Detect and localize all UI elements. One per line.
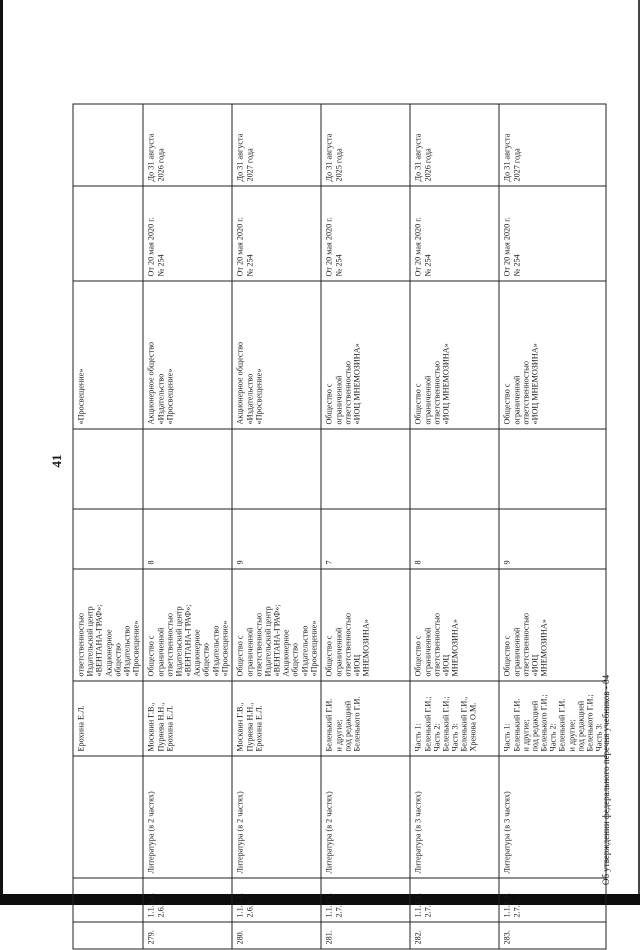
row-publisher-line: Общество с [324, 635, 334, 677]
row-code-line: 2.7.2. [423, 899, 432, 918]
row-deadline-line: До 31 августа [235, 133, 245, 182]
row-code [499, 878, 606, 922]
row-publisher-line: МНЕМОЗИНА» [361, 619, 371, 677]
row-code [143, 878, 232, 922]
row-grade: 9 [232, 509, 321, 569]
row-successor-line: ограниченной [334, 375, 343, 425]
row-publisher-line: ограниченной [512, 627, 521, 677]
row-order-line: От 20 мая 2020 г. [146, 217, 156, 277]
row-successor-line: ответственностью [521, 361, 531, 425]
row-authors-line: Беленький Г.И.; [441, 696, 451, 752]
row-successor [232, 281, 321, 429]
row-grade: 7 [321, 509, 410, 569]
row-blank-cell [232, 429, 321, 509]
row-publisher-line: ответственностью [432, 613, 442, 677]
row-order [73, 186, 143, 281]
row-order-line: № 254 [423, 254, 432, 277]
row-order-line: От 20 мая 2020 г. [502, 217, 512, 277]
row-title: Литература (в 3 частях) [499, 756, 606, 878]
row-blank-cell [143, 429, 232, 509]
row-publisher-line: ограниченной [423, 627, 432, 677]
row-publisher-line: Акционерное [192, 629, 202, 677]
row-deadline [143, 104, 232, 186]
row-publisher-line: МНЕМОЗИНА» [539, 619, 549, 677]
row-code-line: 1.1.2.1. [413, 892, 423, 918]
row-order-line: От 20 мая 2020 г. [235, 217, 245, 277]
row-publisher-line: «Издательство [122, 625, 132, 677]
page-number: 41 [49, 454, 64, 468]
row-authors-line: под редакцией [576, 700, 586, 752]
table-row [410, 104, 499, 949]
row-deadline [321, 104, 410, 186]
row-publisher-line: «Просвещение» [131, 620, 141, 677]
row-successor [321, 281, 410, 429]
row-order [321, 186, 410, 281]
row-blank-cell [73, 429, 143, 509]
row-code-line: 1.1.2.1. [146, 892, 156, 918]
row-title: Литература (в 2 частях) [143, 756, 232, 878]
row-authors-line: Беленький Г.И. [557, 698, 567, 752]
row-deadline-line: До 31 августа [502, 133, 512, 182]
footer-note: Об утверждении федерального перечня учебников - 04 [601, 674, 611, 886]
row-authors-line: Москвин Г.В., [235, 702, 245, 752]
row-successor-line: «Издательство [156, 373, 165, 425]
row-authors-line: Пуряева Н.Н., [245, 702, 254, 752]
row-number: 282. [410, 922, 499, 949]
row-successor-line: «Издательство [245, 373, 254, 425]
row-authors-line: и другие; [521, 719, 531, 752]
row-authors-line: Часть 3: [450, 723, 460, 752]
row-code [321, 878, 410, 922]
scan-edge-left [0, 0, 3, 905]
row-number: 279. [143, 922, 232, 949]
row-publisher-line: МНЕМОЗИНА» [450, 619, 460, 677]
row-number: 281. [321, 922, 410, 949]
row-publisher-line: ограниченной [156, 627, 165, 677]
row-authors [321, 681, 410, 756]
row-number [73, 922, 143, 949]
row-order-line: От 20 мая 2020 г. [324, 217, 334, 277]
row-deadline [410, 104, 499, 186]
row-publisher-line: «Издательство [300, 625, 310, 677]
row-deadline [232, 104, 321, 186]
row-order [143, 186, 232, 281]
row-authors [73, 681, 143, 756]
row-authors-line: Беленького Г.И. [352, 696, 362, 752]
row-publisher [321, 569, 410, 681]
row-title: Литература (в 3 частях) [410, 756, 499, 878]
row-code [410, 878, 499, 922]
row-successor [143, 281, 232, 429]
row-authors-line: Часть 1: [502, 723, 512, 752]
row-publisher-line: Общество с [235, 635, 245, 677]
row-publisher-line: «ИОЦ [530, 654, 540, 677]
row-authors-line: и другие; [334, 719, 343, 752]
row-publisher-line: ограниченной [245, 627, 254, 677]
row-authors-line: Беленького Г.И.; [539, 694, 549, 752]
row-successor-line: ответственностью [343, 361, 353, 425]
row-successor-line: «Просвещение» [76, 368, 86, 425]
row-authors-line: Ерохина Е.Л. [165, 705, 175, 752]
row-order-line: № 254 [334, 254, 343, 277]
row-publisher-line: «ВЕНТАНА-ГРАФ»; [183, 604, 193, 677]
row-publisher-line: «ВЕНТАНА-ГРАФ»; [94, 604, 104, 677]
row-blank-cell [321, 429, 410, 509]
row-publisher-line: «Просвещение» [220, 620, 230, 677]
row-authors-line: Беленький Г.И.; [423, 696, 432, 752]
row-authors [143, 681, 232, 756]
row-publisher-line: «ИОЦ [352, 654, 362, 677]
row-order-line: № 254 [245, 254, 254, 277]
row-code [73, 878, 143, 922]
row-successor-line: «ИОЦ МНЕМОЗИНА» [352, 343, 362, 425]
row-deadline-line: 2026 года [423, 148, 432, 182]
row-publisher-line: Общество с [502, 635, 512, 677]
row-publisher-line: ограниченной [334, 627, 343, 677]
row-deadline-line: 2027 года [512, 148, 521, 182]
row-code [232, 878, 321, 922]
row-deadline-line: 2027 года [245, 148, 254, 182]
row-authors-line: и другие; [567, 719, 577, 752]
row-authors-line: под редакцией [343, 700, 353, 752]
row-code-line: 1.1.2.1. [235, 892, 245, 918]
row-publisher-line: общество [113, 642, 123, 677]
row-publisher-line: ответственностью [76, 613, 86, 677]
table-row [232, 104, 321, 949]
row-authors-line: Ерохина Е.Л. [254, 705, 264, 752]
row-order-line: От 20 мая 2020 г. [413, 217, 423, 277]
row-code-line: 2.6.2. [156, 899, 165, 918]
row-authors [410, 681, 499, 756]
row-deadline-line: 2026 года [156, 148, 165, 182]
row-grade: 8 [143, 509, 232, 569]
row-authors-line: Беленький Г.И. [324, 698, 334, 752]
row-authors-line: Пуряева Н.Н., [156, 702, 165, 752]
row-publisher-line: «ВЕНТАНА-ГРАФ»; [272, 604, 282, 677]
row-publisher-line: «ИОЦ [441, 654, 451, 677]
row-title [73, 756, 143, 878]
row-code-line: 2.7.3. [512, 899, 521, 918]
row-publisher-line: Издательский центр [174, 606, 184, 677]
row-authors-line: под редакцией [530, 700, 540, 752]
row-publisher [73, 569, 143, 681]
row-publisher [499, 569, 606, 681]
table-row [73, 104, 143, 949]
row-authors-line: Беленького Г.И.; [585, 694, 595, 752]
row-successor-line: Общество с [502, 383, 512, 425]
row-publisher-line: Общество с [146, 635, 156, 677]
row-number: 283. [499, 922, 606, 949]
row-publisher-line: Общество с [413, 635, 423, 677]
row-authors-line: Беленький Г.И. [512, 698, 521, 752]
row-successor [499, 281, 606, 429]
row-deadline [499, 104, 606, 186]
row-publisher-line: ответственностью [343, 613, 353, 677]
row-deadline-line: До 31 августа [146, 133, 156, 182]
row-deadline [73, 104, 143, 186]
row-successor-line: «ИОЦ МНЕМОЗИНА» [441, 343, 451, 425]
row-successor-line: «Просвещение» [254, 368, 264, 425]
row-authors-line: Часть 1: [413, 723, 423, 752]
row-grade [73, 509, 143, 569]
row-authors-line: Часть 3: [594, 723, 604, 752]
row-blank-cell [410, 429, 499, 509]
row-successor-line: Общество с [413, 383, 423, 425]
row-publisher-line: «Просвещение» [309, 620, 319, 677]
row-authors [499, 681, 606, 756]
textbook-list-table [73, 104, 607, 950]
row-publisher-line: ответственностью [521, 613, 531, 677]
row-code-line: 2.7.1. [334, 899, 343, 918]
row-successor-line: «Просвещение» [165, 368, 175, 425]
row-successor [73, 281, 143, 429]
row-publisher-line: Издательский центр [85, 606, 95, 677]
row-publisher [410, 569, 499, 681]
row-blank-cell [499, 429, 606, 509]
row-publisher-line: ответственностью [165, 613, 175, 677]
row-order [232, 186, 321, 281]
table-row [321, 104, 410, 949]
row-deadline-line: До 31 августа [413, 133, 423, 182]
row-authors-line: Часть 2: [548, 723, 558, 752]
row-successor-line: Акционерное общество [146, 341, 156, 425]
row-order-line: № 254 [512, 254, 521, 277]
row-order-line: № 254 [156, 254, 165, 277]
row-publisher [232, 569, 321, 681]
table-body [73, 104, 606, 949]
row-code-line: 2.6.3. [245, 899, 254, 918]
row-authors-line: Беленький Г.И., [459, 696, 469, 752]
row-authors-line: Ерохина Е.Л. [76, 705, 86, 752]
table-row [143, 104, 232, 949]
row-successor-line: ограниченной [512, 375, 521, 425]
row-publisher-line: «Издательство [211, 625, 221, 677]
rotated-table-container [73, 105, 604, 950]
row-successor-line: Акционерное общество [235, 341, 245, 425]
row-grade: 9 [499, 509, 606, 569]
row-publisher-line: общество [290, 642, 300, 677]
row-publisher [143, 569, 232, 681]
row-order [410, 186, 499, 281]
row-successor [410, 281, 499, 429]
row-authors-line: Москвин Г.В., [146, 702, 156, 752]
row-grade: 8 [410, 509, 499, 569]
row-authors-line: Хренова О.М. [468, 702, 478, 752]
row-deadline-line: До 31 августа [324, 133, 334, 182]
row-title: Литература (в 2 частях) [321, 756, 410, 878]
row-code-line: 1.1.2.1. [324, 892, 334, 918]
row-order [499, 186, 606, 281]
row-publisher-line: Акционерное [104, 629, 114, 677]
row-publisher-line: ответственностью [254, 613, 264, 677]
row-title: Литература (в 2 частях) [232, 756, 321, 878]
row-successor-line: ответственностью [432, 361, 442, 425]
row-code-line: 1.1.2.1. [502, 892, 512, 918]
row-publisher-line: Издательский центр [263, 606, 273, 677]
table-row [499, 104, 606, 949]
row-number: 280. [232, 922, 321, 949]
row-publisher-line: общество [201, 642, 211, 677]
row-publisher-line: Акционерное [281, 629, 291, 677]
row-successor-line: Общество с [324, 383, 334, 425]
row-successor-line: ограниченной [423, 375, 432, 425]
row-authors-line: Часть 2: [432, 723, 442, 752]
row-successor-line: «ИОЦ МНЕМОЗИНА» [530, 343, 540, 425]
row-authors [232, 681, 321, 756]
row-deadline-line: 2025 года [334, 148, 343, 182]
